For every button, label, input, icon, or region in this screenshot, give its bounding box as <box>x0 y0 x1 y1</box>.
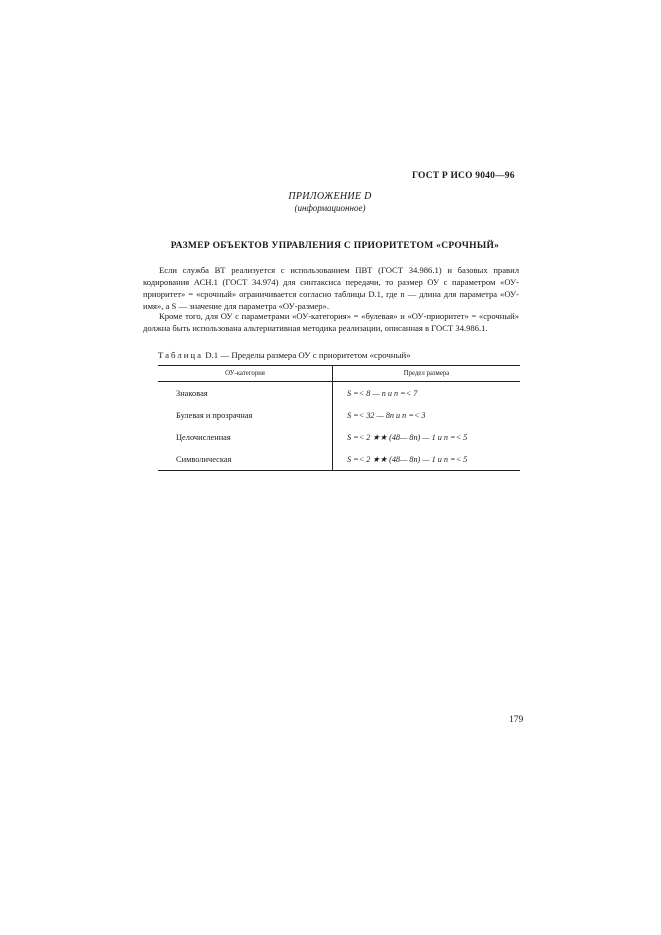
category-cell: Символическая <box>158 448 333 471</box>
limit-cell: S =< 2 ★★ (48— 8n) — 1 и n =< 5 <box>333 448 521 471</box>
limit-cell: S =< 32 — 8n и n =< 3 <box>347 410 426 420</box>
paragraph-1: Если служба ВТ реализуется с использованием ПВТ (ГОСТ 34.986.1) и базовых правил кодирования АСН.1 (ГОСТ 34.974) для синтаксиса передачи, то размер ОУ с параметром «ОУ-приоритет» = «срочный» ограничивается согласно таблицы D.1, где n — длина для параметра «ОУ-имя», а S — значение для параметра «ОУ-размер». <box>143 265 519 311</box>
category-cell: Булевая и прозрачная <box>158 404 333 426</box>
column-header-limit: Предел размера <box>333 366 521 382</box>
table-row <box>158 382 520 405</box>
table-row <box>158 448 520 471</box>
appendix-title: ПРИЛОЖЕНИЕ D <box>288 191 372 202</box>
paragraph-2: Кроме того, для ОУ с параметрами «ОУ-категория» = «булевая» и «ОУ-приоритет» = «срочный» должна быть использована альтернативная методика реализации, описанная в ГОСТ 34.986.1. <box>143 311 519 333</box>
page-number: 179 <box>509 715 524 725</box>
standard-code: ГОСТ Р ИСО 9040—96 <box>412 171 515 181</box>
limit-cell: S =< 8 — n и n =< 7 <box>347 388 418 398</box>
category-cell: Знаковая <box>158 382 333 405</box>
size-limits-table <box>158 365 520 471</box>
limit-cell: S =< 2 ★★ (48— 8n) — 1 и n =< 5 <box>347 433 468 442</box>
table-row <box>158 404 520 426</box>
category-cell: Целочисленная <box>158 426 333 448</box>
appendix-subtitle: (информационное) <box>294 203 366 213</box>
section-title: РАЗМЕР ОБЪЕКТОВ УПРАВЛЕНИЯ С ПРИОРИТЕТОМ «СРОЧНЫЙ» <box>170 241 500 251</box>
table-caption <box>158 350 411 360</box>
column-header-category: ОУ-категория <box>158 366 333 382</box>
table-row <box>158 426 520 448</box>
table-caption-text: D.1 — Пределы размера ОУ с приоритетом «срочный» <box>205 350 411 360</box>
table-header-row <box>158 366 520 382</box>
table-caption-label: Таблица <box>158 350 204 360</box>
